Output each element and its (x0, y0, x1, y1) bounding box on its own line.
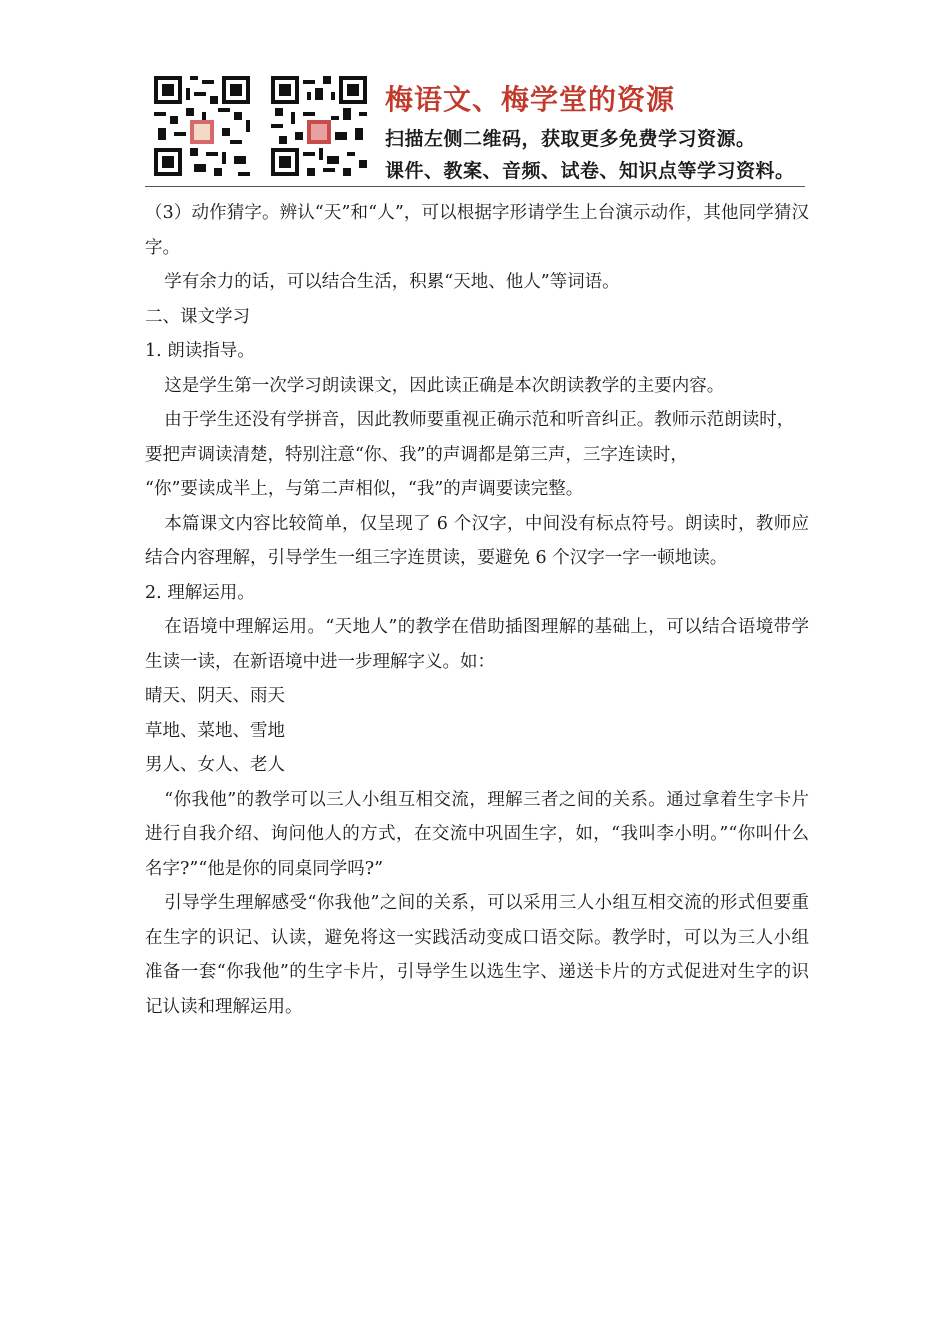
section-heading: 二、课文学习 (145, 306, 250, 327)
qr-code-icon[interactable] (150, 72, 254, 180)
paragraph: 本篇课文内容比较简单，仅呈现了 6 个汉字，中间没有标点符号。朗读时，教师应结合内容理解，引导学生一组三字连贯读，要避免 6 个汉字一字一顿地读。 (145, 513, 809, 568)
paragraph: 引导学生理解感受“你我他”之间的关系，可以采用三人小组互相交流的形式但要重在生字的识记、认读，避免将这一实践活动变成口语交际。教学时，可以为三人小组准备一套“你我他”的生字卡片，引导学生以选生字、递送卡片的方式促进对生字的识记认读和理解运用。 (145, 893, 809, 1017)
paragraph: 这是学生第一次学习朗读课文，因此读正确是本次朗读教学的主要内容。 (164, 375, 725, 396)
paragraph: 由于学生还没有学拼音，因此教师要重视正确示范和听音纠正。教师示范朗读时，要把声调读清楚，特别注意“你、我”的声调都是第三声，三字连读时， (145, 410, 795, 465)
subsection-heading: 1. 朗读指导。 (145, 341, 255, 361)
qr-code-icon[interactable] (267, 72, 371, 180)
brand-resources: 课件、教案、音频、试卷、知识点等学习资料。 (385, 160, 795, 182)
word-list-item: 男人、女人、老人 (145, 755, 285, 775)
resource-header (145, 72, 805, 184)
header-divider (145, 186, 805, 187)
paragraph: 在语境中理解运用。“天地人”的教学在借助插图理解的基础上，可以结合语境带学生读一读，在新语境中进一步理解字义。如： (145, 617, 809, 672)
paragraph: 学有余力的话，可以结合生活，积累“天地、他人”等词语。 (164, 272, 620, 292)
paragraph: “你”要读成半上，与第二声相似，“我”的声调要读完整。 (145, 479, 584, 499)
brand-title: 梅语文、梅学堂的资源 (385, 83, 676, 116)
word-list-item: 草地、菜地、雪地 (145, 720, 285, 741)
subsection-heading: 2. 理解运用。 (145, 582, 255, 603)
brand-tagline: 扫描左侧二维码，获取更多免费学习资源。 (385, 128, 756, 150)
paragraph: （3）动作猜字。辨认“天”和“人”，可以根据字形请学生上台演示动作，其他同学猜汉字。 (145, 203, 809, 258)
document-body (145, 196, 809, 1024)
word-list-item: 晴天、阴天、雨天 (145, 686, 285, 706)
paragraph: “你我他”的教学可以三人小组互相交流，理解三者之间的关系。通过拿着生字卡片进行自我介绍、询问他人的方式，在交流中巩固生字，如，“我叫李小明。”“你叫什么名字?”“他是你的同桌同学吗?” (145, 789, 809, 879)
